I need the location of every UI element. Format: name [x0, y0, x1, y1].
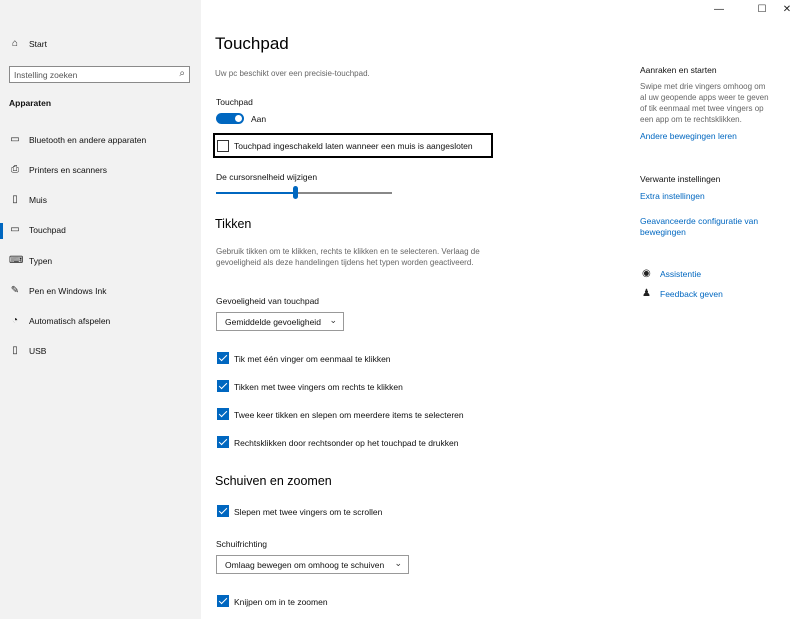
touchpad-label: Touchpad	[216, 97, 253, 107]
maximize-button[interactable]: ☐	[757, 4, 767, 15]
search-box[interactable]	[9, 66, 190, 83]
tap-option-checkbox[interactable]	[217, 436, 229, 448]
sidebar-item-label: Muis	[29, 195, 47, 205]
sidebar-item-label: Bluetooth en andere apparaten	[29, 135, 147, 145]
cursor-speed-label: De cursorsnelheid wijzigen	[216, 172, 318, 182]
bluetooth-icon: ▭	[10, 134, 20, 145]
help-link[interactable]: Assistentie	[660, 269, 702, 279]
tap-option-checkbox[interactable]	[217, 380, 229, 392]
cursor-speed-slider-thumb[interactable]	[293, 186, 298, 199]
chevron-down-icon: ⌄	[329, 315, 337, 325]
mouse-icon: ▯	[12, 194, 18, 205]
pinch-zoom-checkbox[interactable]	[217, 595, 229, 607]
tap-option-checkbox[interactable]	[217, 352, 229, 364]
tap-option-label: Rechtsklikken door rechtsonder op het touchpad te drukken	[234, 438, 459, 448]
page-subtitle: Uw pc beschikt over een precisie-touchpad.	[215, 69, 370, 78]
scroll-section-title: Schuiven en zoomen	[215, 474, 332, 488]
cursor-speed-slider-fill	[216, 192, 295, 194]
sidebar-item-pen[interactable]	[0, 281, 201, 303]
sidebar-section-title: Apparaten	[9, 98, 52, 108]
keyboard-icon: ⌨	[9, 255, 24, 266]
help-icon: ◉	[642, 268, 651, 279]
toggle-state-label: Aan	[251, 114, 267, 124]
sidebar-item-autoplay[interactable]	[0, 311, 201, 333]
page-title: Touchpad	[215, 34, 289, 53]
sidebar-item-label: USB	[29, 346, 47, 356]
extra-settings-link[interactable]: Extra instellingen	[640, 191, 705, 201]
touch-section-description: Swipe met drie vingers omhoog om al uw geopende apps weer te geven of tik eenmaal met twee vingers op een app om te rechtsklikken.	[640, 82, 769, 124]
sensitivity-value: Gemiddelde gevoeligheid	[225, 317, 321, 327]
sidebar-item-label: Start	[29, 39, 47, 49]
close-button[interactable]: ✕	[782, 4, 792, 15]
sidebar-item-label: Typen	[29, 256, 53, 266]
sidebar-item-usb[interactable]	[0, 341, 201, 363]
sidebar-item-start[interactable]	[0, 34, 201, 56]
scroll-direction-dropdown[interactable]	[216, 555, 409, 574]
sensitivity-dropdown[interactable]	[216, 312, 344, 331]
sidebar-item-label: Printers en scanners	[29, 165, 107, 175]
sidebar-item-label: Pen en Windows Ink	[29, 286, 107, 296]
sensitivity-label: Gevoeligheid van touchpad	[216, 296, 320, 306]
related-settings-title: Verwante instellingen	[640, 174, 721, 184]
pinch-zoom-label: Knijpen om in te zoomen	[234, 597, 328, 607]
search-icon[interactable]: ⌕	[179, 68, 185, 79]
keep-touchpad-on-label: Touchpad ingeschakeld laten wanneer een muis is aangesloten	[234, 141, 473, 151]
tap-option-checkbox[interactable]	[217, 408, 229, 420]
search-input[interactable]	[14, 69, 174, 80]
sidebar-item-touchpad[interactable]	[0, 220, 201, 242]
home-icon: ⌂	[11, 38, 19, 49]
chevron-down-icon: ⌄	[394, 558, 402, 568]
two-finger-scroll-label: Slepen met twee vingers om te scrollen	[234, 507, 383, 517]
feedback-link[interactable]: Feedback geven	[660, 289, 723, 299]
tap-option-label: Twee keer tikken en slepen om meerdere items te selecteren	[234, 410, 464, 420]
tap-section-description: Gebruik tikken om te klikken, rechts te klikken en te selecteren. Verlaag de gevoeligheid als deze handelingen tijdens het typen worden geactiveerd.	[216, 247, 480, 267]
sidebar-item-bluetooth[interactable]	[0, 130, 201, 152]
touchpad-toggle[interactable]	[216, 113, 244, 124]
pen-icon: ✎	[10, 285, 20, 296]
sidebar-item-label: Touchpad	[29, 225, 66, 235]
usb-icon: ▯	[12, 345, 18, 356]
autoplay-icon: ◔	[11, 315, 19, 326]
tap-section-title: Tikken	[215, 217, 252, 231]
tap-option-label: Tikken met twee vingers om rechts te klikken	[234, 382, 403, 392]
scroll-direction-label: Schuifrichting	[216, 539, 268, 549]
keep-touchpad-on-checkbox[interactable]	[217, 140, 229, 152]
sidebar	[0, 0, 201, 619]
scroll-direction-value: Omlaag bewegen om omhoog te schuiven	[225, 560, 385, 570]
sidebar-item-typing[interactable]	[0, 251, 201, 273]
sidebar-item-label: Automatisch afspelen	[29, 316, 111, 326]
sidebar-item-printers[interactable]	[0, 160, 201, 182]
touchpad-icon: ▭	[10, 224, 20, 235]
touch-section-title: Aanraken en starten	[640, 65, 717, 75]
advanced-gestures-link[interactable]: Geavanceerde configuratie van bewegingen	[640, 216, 759, 237]
feedback-icon: ♟	[642, 288, 651, 299]
minimize-button[interactable]: —	[714, 4, 724, 15]
sidebar-item-mouse[interactable]	[0, 190, 201, 212]
tap-option-label: Tik met één vinger om eenmaal te klikken	[234, 354, 391, 364]
two-finger-scroll-checkbox[interactable]	[217, 505, 229, 517]
printer-icon: ⎙	[11, 164, 19, 175]
other-gestures-link[interactable]: Andere bewegingen leren	[640, 131, 737, 141]
